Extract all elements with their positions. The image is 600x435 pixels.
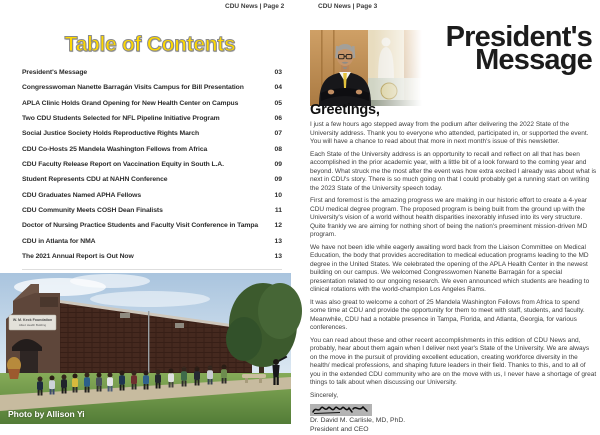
page-title-line2: Message [475,44,592,76]
toc-entry [22,100,282,115]
message-paragraph: First and foremost is the amazing progress we are making in our historic effort to create a 4-year CDU medical degree program. The proposed program is being built from the ground up with the University's vision of a world without health disparities inexorably infused into its very structure. Quite frankly we are aiming for nothing short of being the nation's preeminent mission-driven MD program. [310,197,588,238]
light-pole [148,311,149,375]
toc-entry [22,69,282,84]
toc-entry [22,84,282,99]
toc-entry-page: 03 [274,69,282,76]
toc-entry-page: 09 [274,161,282,169]
page-title [380,21,592,76]
message-paragraph: Each State of the University address is an opportunity to recall and reflect on all that has been accomplished in the prior academic year, with a little bit of a look forward to the coming year and beyond. What struck me the most after the event was how extra excited I already was about what is next in CDU's story. There is so much going on that I could probably get a running start on writing the 2023 State of the University speech today. [310,150,597,192]
toc-entry-title: Doctor of Nursing Practice Students and Faculty Visit Conference in Tampa [22,222,259,230]
toc-entry [22,238,282,253]
toc-entry-title: CDU in Atlanta for NMA [22,237,96,245]
message-paragraph: We have not been idle while eagerly awaiting word back from the Liaison Committee on Medical Education, the body that provides accreditation to medical education programs leading to the MD degree in the United States. We celebrated the opening of the APLA Health Center in the newest building on our campus. We welcomed Congresswomen Nanette Barragán for a special presentation related to our ongoing research. We even announced which students are heading to clinical rotations with the world-champion Los Angeles Rams. [310,243,590,293]
toc-entry-page: 08 [274,145,282,153]
toc-list [22,69,282,268]
toc-entry-title: Congresswoman Nanette Barragán Visits Campus for Bill Presentation [22,84,244,92]
signatory-name: Dr. David M. Carlisle, MD, PhD. [310,417,406,424]
greeting-heading: Greetings, [310,102,380,118]
toc-entry-page: 05 [274,99,282,107]
toc-entry-title: APLA Clinic Holds Grand Opening for New Health Center on Campus [22,99,239,107]
building-sign-line2: Allied Health Building [18,323,47,327]
toc-entry [22,130,282,145]
toc-entry-page: 13 [274,237,282,245]
toc-entry [22,222,282,237]
toc-entry [22,176,282,191]
toc-entry-title: Social Justice Society Holds Reproductive Rights March [22,130,200,138]
toc-entry-title: CDU Graduates Named APHA Fellows [22,191,142,199]
toc-entry-title: The 2021 Annual Report is Out Now [22,253,134,261]
signatory-title: President and CEO [310,425,369,433]
message-paragraph: I just a few hours ago stepped away from the podium after delivering the 2022 State of the University address. Thank you to everyone who attended, participated in, or supported the event. You will have a chance to read about that more in next month's issue of this newsletter. [310,121,589,145]
photo-caption: Photo by Allison Yi [8,409,85,419]
page-header-left: CDU News | Page 2 [225,3,285,10]
toc-entry-title: CDU Community Meets COSH Dean Finalists [22,207,163,215]
page-title-line1: President's [445,21,592,53]
toc-entry-page: 09 [274,176,282,184]
toc-entry-title: CDU Co-Hosts 25 Mandela Washington Fellows from Africa [22,145,208,153]
toc-entry-title: Two CDU Students Selected for NFL Pipeline Initiative Program [22,115,220,123]
message-body [310,121,597,435]
campus-photo [0,273,291,424]
closing-text: Sincerely, [310,391,339,399]
signature-illustration [310,404,372,416]
toc-entry-title: President's Message [22,69,88,76]
message-paragraph: You can read about these and other recent accomplishments in this edition of CDU News and, probably, hear about them again when I deliver next year's State of the University. We are always on the move in the pursuit of providing excellent education, creating workforce diversity in the health/ medical professions, and shaping future leaders in their field. Thanks to this, and to all of you in the extended CDU community who are on the move with us, I never have a shortage of great things to talk about when discussing our University. [310,336,597,386]
toc-title: Table of Contents [64,33,236,56]
toc-entry [22,192,282,207]
divider [22,269,282,270]
toc-entry-page: 06 [274,115,282,123]
page-header-right: CDU News | Page 3 [318,3,378,10]
toc-entry-page: 07 [274,130,282,138]
toc-entry [22,207,282,222]
toc-entry [22,161,282,176]
building-sign-line1: W. M. Keck Foundation [12,318,53,322]
toc-entry-page: 04 [274,84,282,92]
toc-entry-page: 10 [274,191,282,199]
toc-entry [22,146,282,161]
toc-entry-title: CDU Faculty Release Report on Vaccination Equity in South L.A. [22,161,224,169]
toc-entry [22,253,282,268]
message-paragraph: It was also great to welcome a cohort of 25 Mandela Washington Fellows from Africa to spend some time at CDU and provide the opportunity for them to meet with staff, students, and faculty. Meanwhile, CDU had a notable presence in Tampa, Florida, and Atlanta, Georgia, for various conferences. [310,298,585,331]
toc-entry [22,115,282,130]
toc-entry-page: 11 [274,207,282,215]
toc-entry-page: 12 [274,222,282,230]
signature-image [310,403,372,415]
toc-entry-page: 13 [274,253,282,261]
toc-entry-title: Student Represents CDU at NAHN Conference [22,176,168,184]
campus-photo-illustration [0,273,291,424]
